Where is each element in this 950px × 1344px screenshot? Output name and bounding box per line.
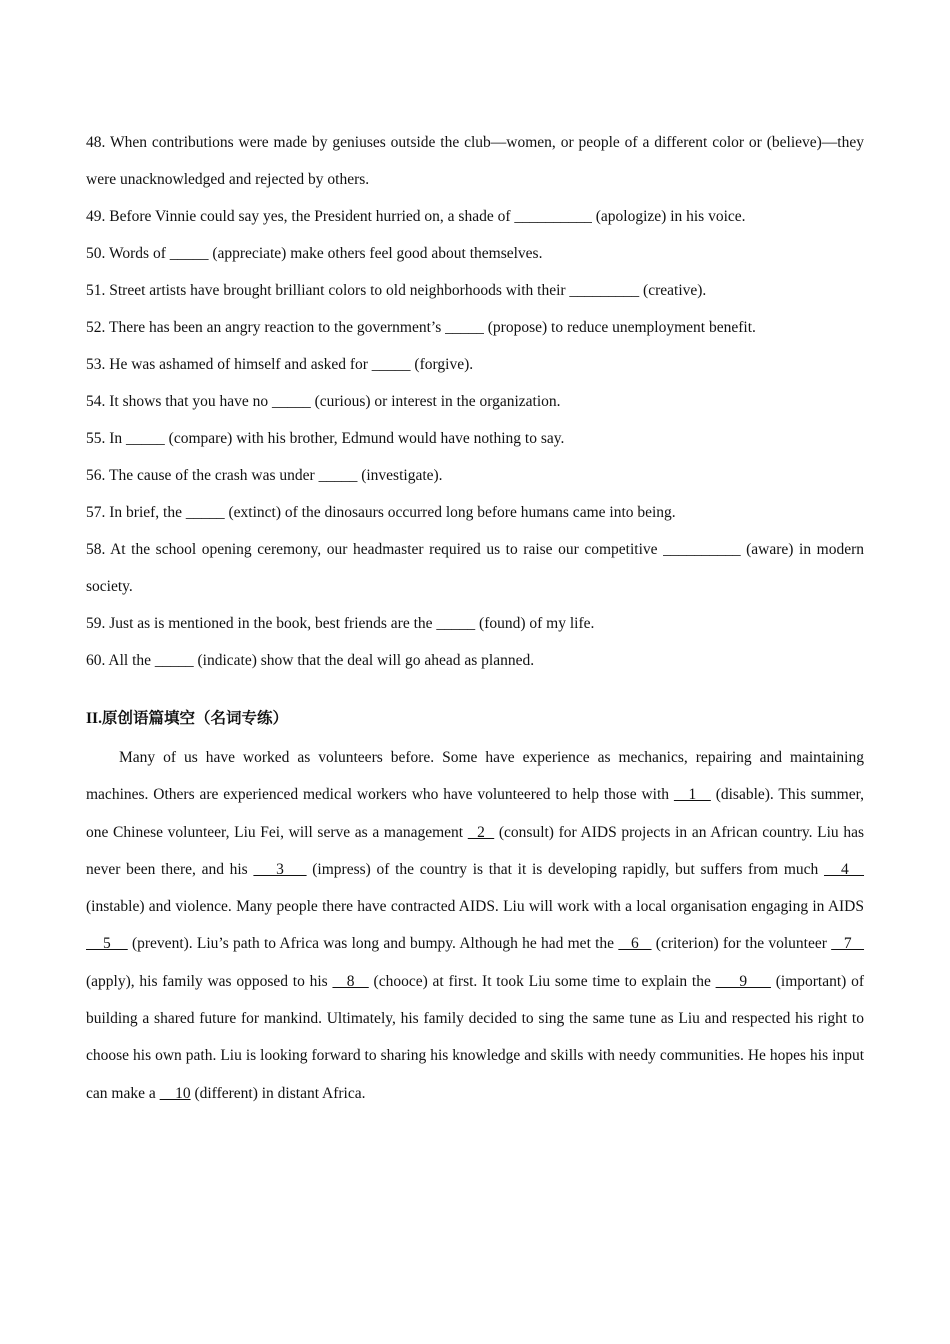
question-list	[86, 124, 864, 679]
question-text: It shows that you have no _____ (curious) or interest in the organization.	[109, 393, 561, 410]
question-60	[86, 642, 864, 679]
question-number: 50.	[86, 245, 106, 262]
cloze-passage	[86, 739, 864, 1112]
blank-3: 3	[253, 860, 307, 878]
blank-7: 7	[831, 935, 865, 953]
question-54	[86, 383, 864, 420]
passage-text: (disable). This summer, one Chinese volunteer, Liu Fei, will serve as a management	[86, 786, 865, 841]
question-text: The cause of the crash was under _____ (investigate).	[108, 467, 443, 484]
question-text: In _____ (compare) with his brother, Edmund would have nothing to say.	[109, 430, 565, 447]
passage-text: (impress) of the country is that it is developing rapidly, but suffers from much	[306, 860, 824, 878]
blank-1: 1	[673, 786, 711, 804]
passage-text: Many of us have worked as volunteers before. Some have experience as mechanics, repairing and maintaining machines. Others are experienced medical workers who have volunteered to help those with	[86, 749, 864, 804]
question-number: 57.	[86, 504, 106, 521]
question-53	[86, 346, 864, 383]
question-number: 59.	[86, 615, 106, 632]
question-52	[86, 309, 864, 346]
question-number: 56.	[86, 467, 106, 484]
blank-9: 9	[715, 972, 771, 990]
passage-text: (criterion) for the volunteer	[651, 935, 832, 953]
question-text: Before Vinnie could say yes, the President hurried on, a shade of __________ (apologize) in his voice.	[109, 208, 746, 225]
question-number: 51.	[86, 282, 106, 299]
question-text: All the _____ (indicate) show that the deal will go ahead as planned.	[108, 652, 535, 669]
question-text: Street artists have brought brilliant colors to old neighborhoods with their _________ (creative).	[109, 282, 707, 299]
passage-text: (apply), his family was opposed to his	[86, 972, 333, 990]
question-number: 53.	[86, 356, 106, 373]
question-number: 48.	[86, 134, 106, 151]
question-56	[86, 457, 864, 494]
section-heading: II.原创语篇填空（名词专练）	[86, 710, 288, 727]
question-59	[86, 605, 864, 642]
document-page	[86, 124, 864, 1112]
passage-text: (important) of building a shared future for mankind. Ultimately, his family decided to sing the same tune as Liu and respected his right to choose his own path. Liu is looking forward to sharing his knowledge and skills with needy communities. He hopes his input can make a	[86, 972, 864, 1102]
question-number: 60.	[86, 652, 106, 669]
question-55	[86, 420, 864, 457]
question-number: 55.	[86, 430, 106, 447]
question-text: He was ashamed of himself and asked for _____ (forgive).	[109, 356, 474, 373]
question-text: Just as is mentioned in the book, best friends are the _____ (found) of my life.	[109, 615, 595, 632]
question-number: 54.	[86, 393, 106, 410]
passage-text: (consult) for AIDS projects in an African country. Liu has never been there, and his	[86, 823, 864, 878]
passage-text: (prevent). Liu’s path to Africa was long and bumpy. Although he had met the	[127, 935, 619, 953]
blank-10: 10	[159, 1084, 191, 1102]
blank-6: 6	[618, 935, 652, 953]
question-text: In brief, the _____ (extinct) of the dinosaurs occurred long before humans came into being.	[109, 504, 676, 521]
question-number: 49.	[86, 208, 106, 225]
question-number: 58.	[86, 541, 106, 558]
question-text: At the school opening ceremony, our headmaster required us to raise our competitive __________ (aware) in modern society.	[86, 541, 864, 595]
passage-text: (instable) and violence. Many people there have contracted AIDS. Liu will work with a local organisation engaging in AIDS	[86, 898, 864, 916]
question-57	[86, 494, 864, 531]
passage-text: (chooce) at first. It took Liu some time to explain the	[368, 972, 716, 990]
blank-2: 2	[467, 823, 495, 841]
question-number: 52.	[86, 319, 106, 336]
question-58	[86, 531, 864, 605]
question-50	[86, 235, 864, 272]
passage-text: (different) in distant Africa.	[190, 1084, 366, 1102]
question-48	[86, 124, 864, 198]
question-text: There has been an angry reaction to the government’s _____ (propose) to reduce unemployment benefit.	[108, 319, 756, 336]
blank-8: 8	[332, 972, 369, 990]
blank-4: 4	[823, 860, 865, 878]
question-text: Words of _____ (appreciate) make others feel good about themselves.	[108, 245, 543, 262]
question-text: When contributions were made by geniuses outside the club—women, or people of a different color or (believe)—they were unacknowledged and rejected by others.	[86, 134, 864, 188]
question-51	[86, 272, 864, 309]
blank-5: 5	[86, 935, 128, 953]
question-49	[86, 198, 864, 235]
